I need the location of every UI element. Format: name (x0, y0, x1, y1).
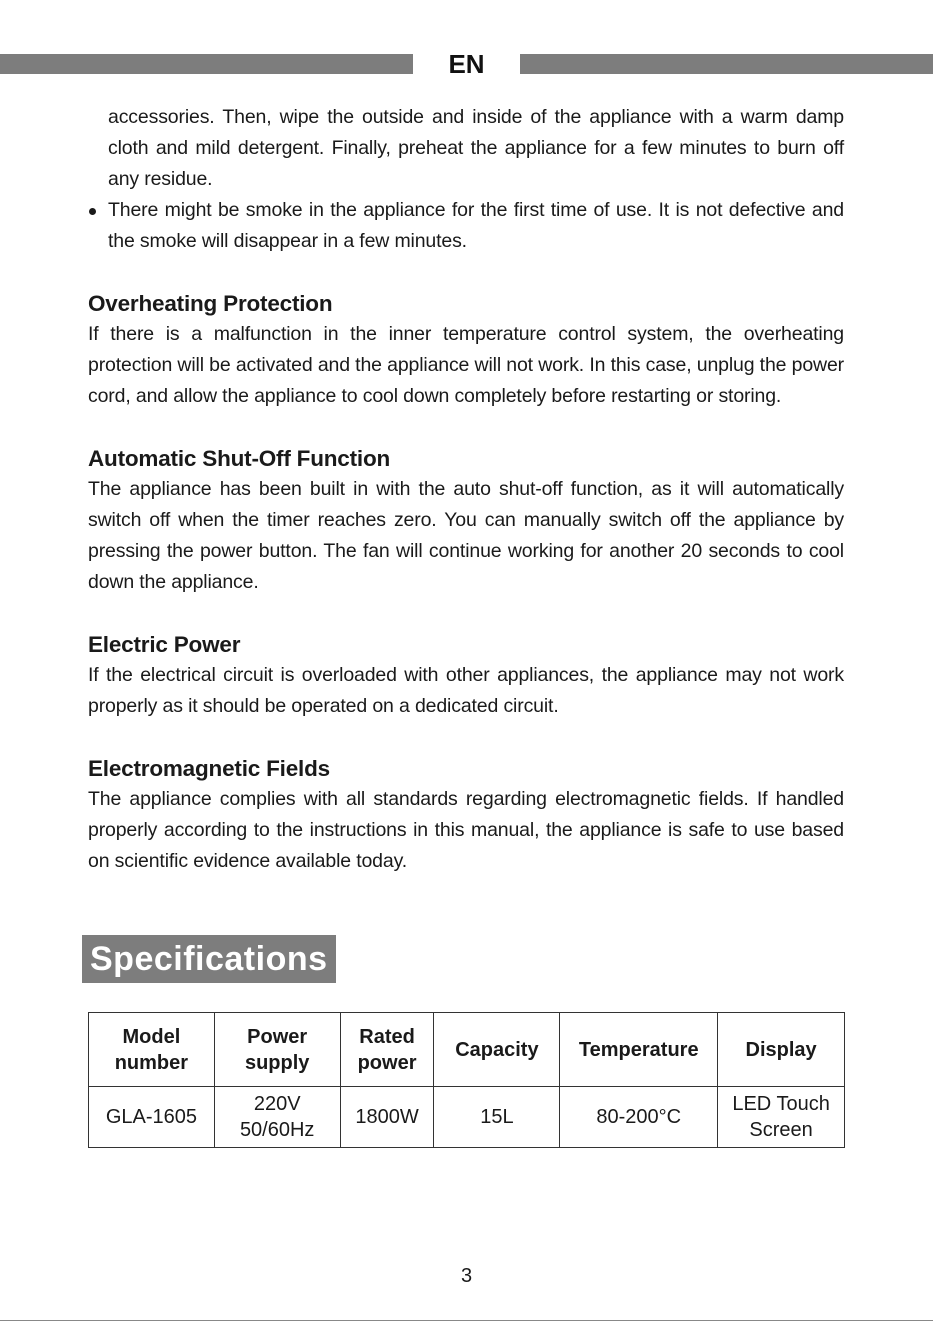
header-bar-left (0, 54, 413, 74)
cell-temperature (560, 1087, 718, 1148)
bullet-text: There might be smoke in the appliance for the first time of use. It is not defective and the smoke will disappear in a few minutes. (108, 199, 844, 252)
cell-line: 80-200°C (596, 1106, 682, 1128)
cell-line: Screen (749, 1119, 813, 1141)
header-cell-temperature (560, 1013, 718, 1087)
section-body: The appliance complies with all standards regarding electromagnetic fields. If handled properly according to the instructions in this manual, the appliance is safe to use based on scientific evidence available today. (88, 788, 844, 872)
section-body: If there is a malfunction in the inner temperature control system, the overheating protection will be activated and the appliance will not work. In this case, unplug the power cord, and allow the appliance to cool down completely before restarting or storing. (88, 323, 844, 407)
cell-line: 1800W (355, 1106, 419, 1128)
section-electric-power (88, 630, 844, 722)
intro-continuation: accessories. Then, wipe the outside and inside of the appliance with a warm damp cloth and mild detergent. Finally, preheat the appliance for a few minutes to burn off any residue. (108, 106, 844, 190)
section-auto-shutoff (88, 444, 844, 598)
section-overheating (88, 289, 844, 412)
header-line: Display (745, 1038, 817, 1061)
section-heading: Electric Power (88, 632, 241, 657)
cell-line: 50/60Hz (239, 1119, 315, 1141)
cell-line: LED Touch (732, 1093, 830, 1115)
table-header-row (89, 1013, 845, 1087)
bullet-item (88, 195, 844, 257)
section-electromagnetic (88, 754, 844, 877)
header-line: number (114, 1051, 189, 1074)
section-body: The appliance has been built in with the auto shut-off function, as it will automatically switch off when the timer reaches zero. You can manually switch off the appliance by pressing the power button. The fan will continue working for another 20 seconds to cool down the appliance. (88, 478, 844, 593)
cell-line: 220V (253, 1093, 301, 1115)
header-bar-right (520, 54, 933, 74)
header-cell-capacity (434, 1013, 560, 1087)
specifications-title: Specifications (82, 935, 336, 983)
header-line: Temperature (578, 1038, 699, 1061)
bullet-icon (89, 208, 96, 215)
section-body: If the electrical circuit is overloaded with other appliances, the appliance may not work properly as it should be operated on a dedicated circuit. (88, 664, 844, 717)
header-cell-power-supply (214, 1013, 340, 1087)
header-line: Rated (359, 1025, 415, 1048)
section-heading: Overheating Protection (88, 291, 333, 316)
cell-rated-power (340, 1087, 434, 1148)
cell-power-supply (214, 1087, 340, 1148)
header-line: Power (247, 1025, 308, 1048)
header-cell-rated-power (340, 1013, 434, 1087)
cell-capacity (434, 1087, 560, 1148)
table-row (89, 1087, 845, 1148)
header-cell-model (89, 1013, 215, 1087)
cell-line: 15L (480, 1106, 514, 1128)
specifications-table (88, 1012, 845, 1148)
section-heading: Automatic Shut-Off Function (88, 446, 391, 471)
header-line: supply (244, 1051, 310, 1074)
language-label: EN (448, 49, 485, 79)
bullet-list (88, 195, 844, 257)
header-line: Model (122, 1025, 181, 1048)
page-number: 3 (460, 1265, 473, 1287)
cell-line: GLA-1605 (105, 1106, 197, 1128)
header-cell-display (718, 1013, 845, 1087)
header-line: power (357, 1051, 417, 1074)
section-heading: Electromagnetic Fields (88, 756, 330, 781)
cell-display (718, 1087, 845, 1148)
main-content (88, 102, 844, 877)
header-line: Capacity (455, 1038, 539, 1061)
cell-model (89, 1087, 215, 1148)
footer-divider (0, 1320, 933, 1321)
